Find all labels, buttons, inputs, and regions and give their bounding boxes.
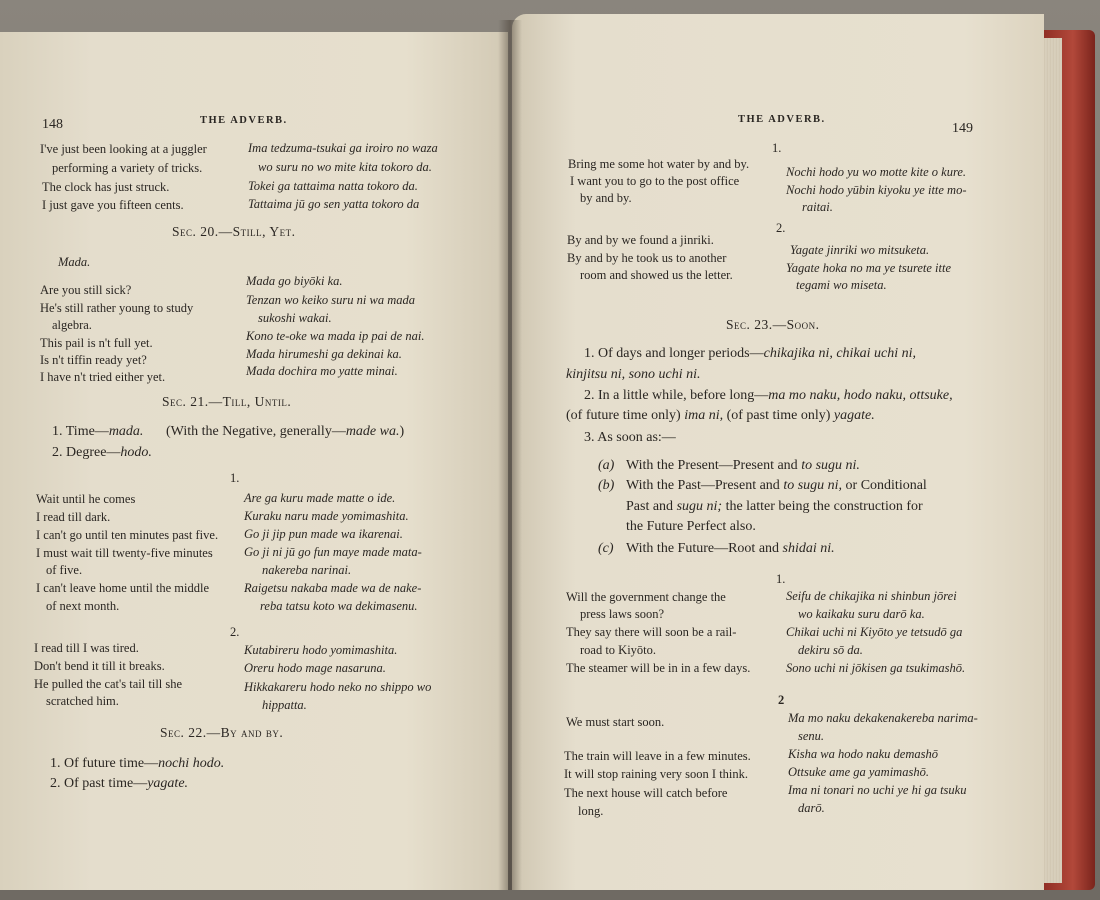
text-line: by and by. <box>580 191 632 205</box>
text-line: Tokei ga tattaima natta tokoro da. <box>248 179 418 193</box>
text-line: The train will leave in a few minutes. <box>564 749 751 763</box>
text-line: Past and sugu ni; the latter being the construction for <box>626 499 923 514</box>
text-line: Are you still sick? <box>40 283 132 297</box>
text-line: Mada hirumeshi ga dekinai ka. <box>246 347 402 361</box>
text-line: With the Past—Present and to sugu ni, or Conditional <box>626 478 927 493</box>
section-heading: Sec. 20.—Still, Yet. <box>172 224 296 239</box>
text-line: Mada go biyōki ka. <box>246 274 343 288</box>
text-line: Tattaima jū go sen yatta tokoro da <box>248 197 420 211</box>
text-line: Nochi hodo yūbin kiyoku ye itte mo- <box>786 183 967 197</box>
text-line: By and by we found a jinriki. <box>567 233 714 247</box>
text-line: Yagate jinriki wo mitsuketa. <box>790 243 930 257</box>
text-line: room and showed us the letter. <box>580 268 733 282</box>
text-line: sukoshi wakai. <box>258 311 332 325</box>
example-number: 1. <box>772 141 782 155</box>
text-line: The clock has just struck. <box>42 180 170 194</box>
example-number: 1. <box>230 471 240 485</box>
example-number: 2. <box>776 221 786 235</box>
text-line: Wait until he comes <box>36 492 136 506</box>
list-label: (b) <box>598 478 615 493</box>
text-line: He's still rather young to study <box>40 301 194 315</box>
text-line: This pail is n't full yet. <box>40 336 153 350</box>
text-line: I must wait till twenty-five minutes <box>36 546 213 560</box>
text-line: Are ga kuru made matte o ide. <box>244 491 396 505</box>
keyword: Mada. <box>58 255 91 269</box>
text-line: I have n't tried either yet. <box>40 370 166 384</box>
text-line: Ottsuke ame ga yamimashō. <box>788 765 929 779</box>
text-line: He pulled the cat's tail till she <box>34 677 183 691</box>
text-line: scratched him. <box>46 694 119 708</box>
text-line: nakereba narinai. <box>262 563 352 577</box>
text-line: Yagate hoka no ma ye tsurete itte <box>786 261 952 275</box>
section-heading: Sec. 22.—By and by. <box>160 725 284 740</box>
text-line: Kono te-oke wa mada ip pai de nai. <box>246 329 425 343</box>
page-number-left: 148 <box>42 117 63 132</box>
text-line: of next month. <box>46 599 120 613</box>
text-line: With the Future—Root and shidai ni. <box>626 541 835 556</box>
example-number: 2 <box>778 693 785 707</box>
text-line: Will the government change the <box>566 590 726 604</box>
text-line: 2. Degree—hodo. <box>52 445 152 460</box>
section-heading: Sec. 21.—Till, Until. <box>162 394 292 409</box>
text-line: dekiru sō da. <box>798 643 863 657</box>
text-line: of five. <box>46 563 83 577</box>
text-line: Chikai uchi ni Kiyōto ye tetsudō ga <box>786 625 963 639</box>
running-header-right: THE ADVERB. <box>738 114 826 125</box>
text-line: road to Kiyōto. <box>580 643 657 657</box>
text-line: I read till dark. <box>36 510 111 524</box>
text-line: I can't leave home until the middle <box>36 581 210 595</box>
text-line: Tenzan wo keiko suru ni wa mada <box>246 293 415 307</box>
text-line: Hikkakareru hodo neko no shippo wo <box>244 680 432 694</box>
text-line: I can't go until ten minutes past five. <box>36 528 219 542</box>
text-line: (With the Negative, generally—made wa.) <box>166 424 405 439</box>
text-line: Seifu de chikajika ni shinbun jōrei <box>786 589 957 603</box>
text-line: 1. Of days and longer periods—chikajika ni, chikai uchi ni, <box>584 346 917 361</box>
page-number-right: 149 <box>952 121 973 136</box>
text-line: hippatta. <box>262 698 307 712</box>
text-line: It will stop raining very soon I think. <box>564 767 749 781</box>
text-line: We must start soon. <box>566 715 665 729</box>
text-line: Go ji jip pun made wa ikarenai. <box>244 527 403 541</box>
text-line: senu. <box>798 729 825 743</box>
text-line: 3. As soon as:— <box>584 430 676 445</box>
text-line: With the Present—Present and to sugu ni. <box>626 458 860 473</box>
text-line: Raigetsu nakaba made wa de nake- <box>244 581 422 595</box>
section-heading: Sec. 23.—Soon. <box>726 317 820 332</box>
text-line: the Future Perfect also. <box>626 519 756 534</box>
text-line: 2. Of past time—yagate. <box>50 776 189 791</box>
running-header-left: THE ADVERB. <box>200 115 288 126</box>
text-line: press laws soon? <box>580 607 665 621</box>
text-line: Bring me some hot water by and by. <box>568 157 750 171</box>
text-line: raitai. <box>802 200 833 214</box>
text-line: darō. <box>798 801 825 815</box>
text-line: 2. In a little while, before long—ma mo naku, hodo naku, ottsuke, <box>584 388 953 403</box>
text-line: Nochi hodo yu wo motte kite o kure. <box>786 165 967 179</box>
text-line: kinjitsu ni, sono uchi ni. <box>566 367 701 382</box>
text-line: Ma mo naku dekakenakereba narima- <box>788 711 978 725</box>
text-line: (of future time only) ima ni, (of past time only) yagate. <box>566 408 875 423</box>
text-line: long. <box>578 804 604 818</box>
text-line: Kisha wa hodo naku demashō <box>788 747 938 761</box>
text-line: By and by he took us to another <box>567 251 727 265</box>
text-line: 1. Time—mada. <box>52 424 144 439</box>
text-line: Ima tedzuma-tsukai ga iroiro no waza <box>248 141 438 155</box>
text-line: Sono uchi ni jōkisen ga tsukimashō. <box>786 661 966 675</box>
list-label: (c) <box>598 541 614 556</box>
text-line: They say there will soon be a rail- <box>566 625 737 639</box>
example-number: 2. <box>230 625 240 639</box>
text-line: I read till I was tired. <box>34 641 139 655</box>
text-line: performing a variety of tricks. <box>52 161 203 175</box>
text-line: I've just been looking at a juggler <box>40 142 207 156</box>
list-label: (a) <box>598 458 615 473</box>
text-line: algebra. <box>52 318 92 332</box>
text-line: The steamer will be in in a few days. <box>566 661 751 675</box>
text-line: Go ji ni jū go fun maye made mata- <box>244 545 422 559</box>
text-line: wo kaikaku suru darō ka. <box>798 607 925 621</box>
text-line: Is n't tiffin ready yet? <box>40 353 147 367</box>
text-line: wo suru no wo mite kita tokoro da. <box>258 160 432 174</box>
text-line: tegami wo miseta. <box>796 278 887 292</box>
example-number: 1. <box>776 572 786 586</box>
text-line: reba tatsu koto wa dekimasenu. <box>260 599 418 613</box>
text-line: Kutabireru hodo yomimashita. <box>244 643 398 657</box>
book-gutter <box>498 20 522 890</box>
text-line: Ima ni tonari no uchi ye hi ga tsuku <box>788 783 967 797</box>
text-line: I just gave you fifteen cents. <box>42 198 184 212</box>
text-line: Oreru hodo mage nasaruna. <box>244 661 386 675</box>
text-line: I want you to go to the post office <box>570 174 740 188</box>
text-line: Mada dochira mo yatte minai. <box>246 364 398 378</box>
text-line: 1. Of future time—nochi hodo. <box>50 756 225 771</box>
text-line: The next house will catch before <box>564 786 728 800</box>
text-line: Don't bend it till it breaks. <box>34 659 165 673</box>
text-line: Kuraku naru made yomimashita. <box>244 509 409 523</box>
